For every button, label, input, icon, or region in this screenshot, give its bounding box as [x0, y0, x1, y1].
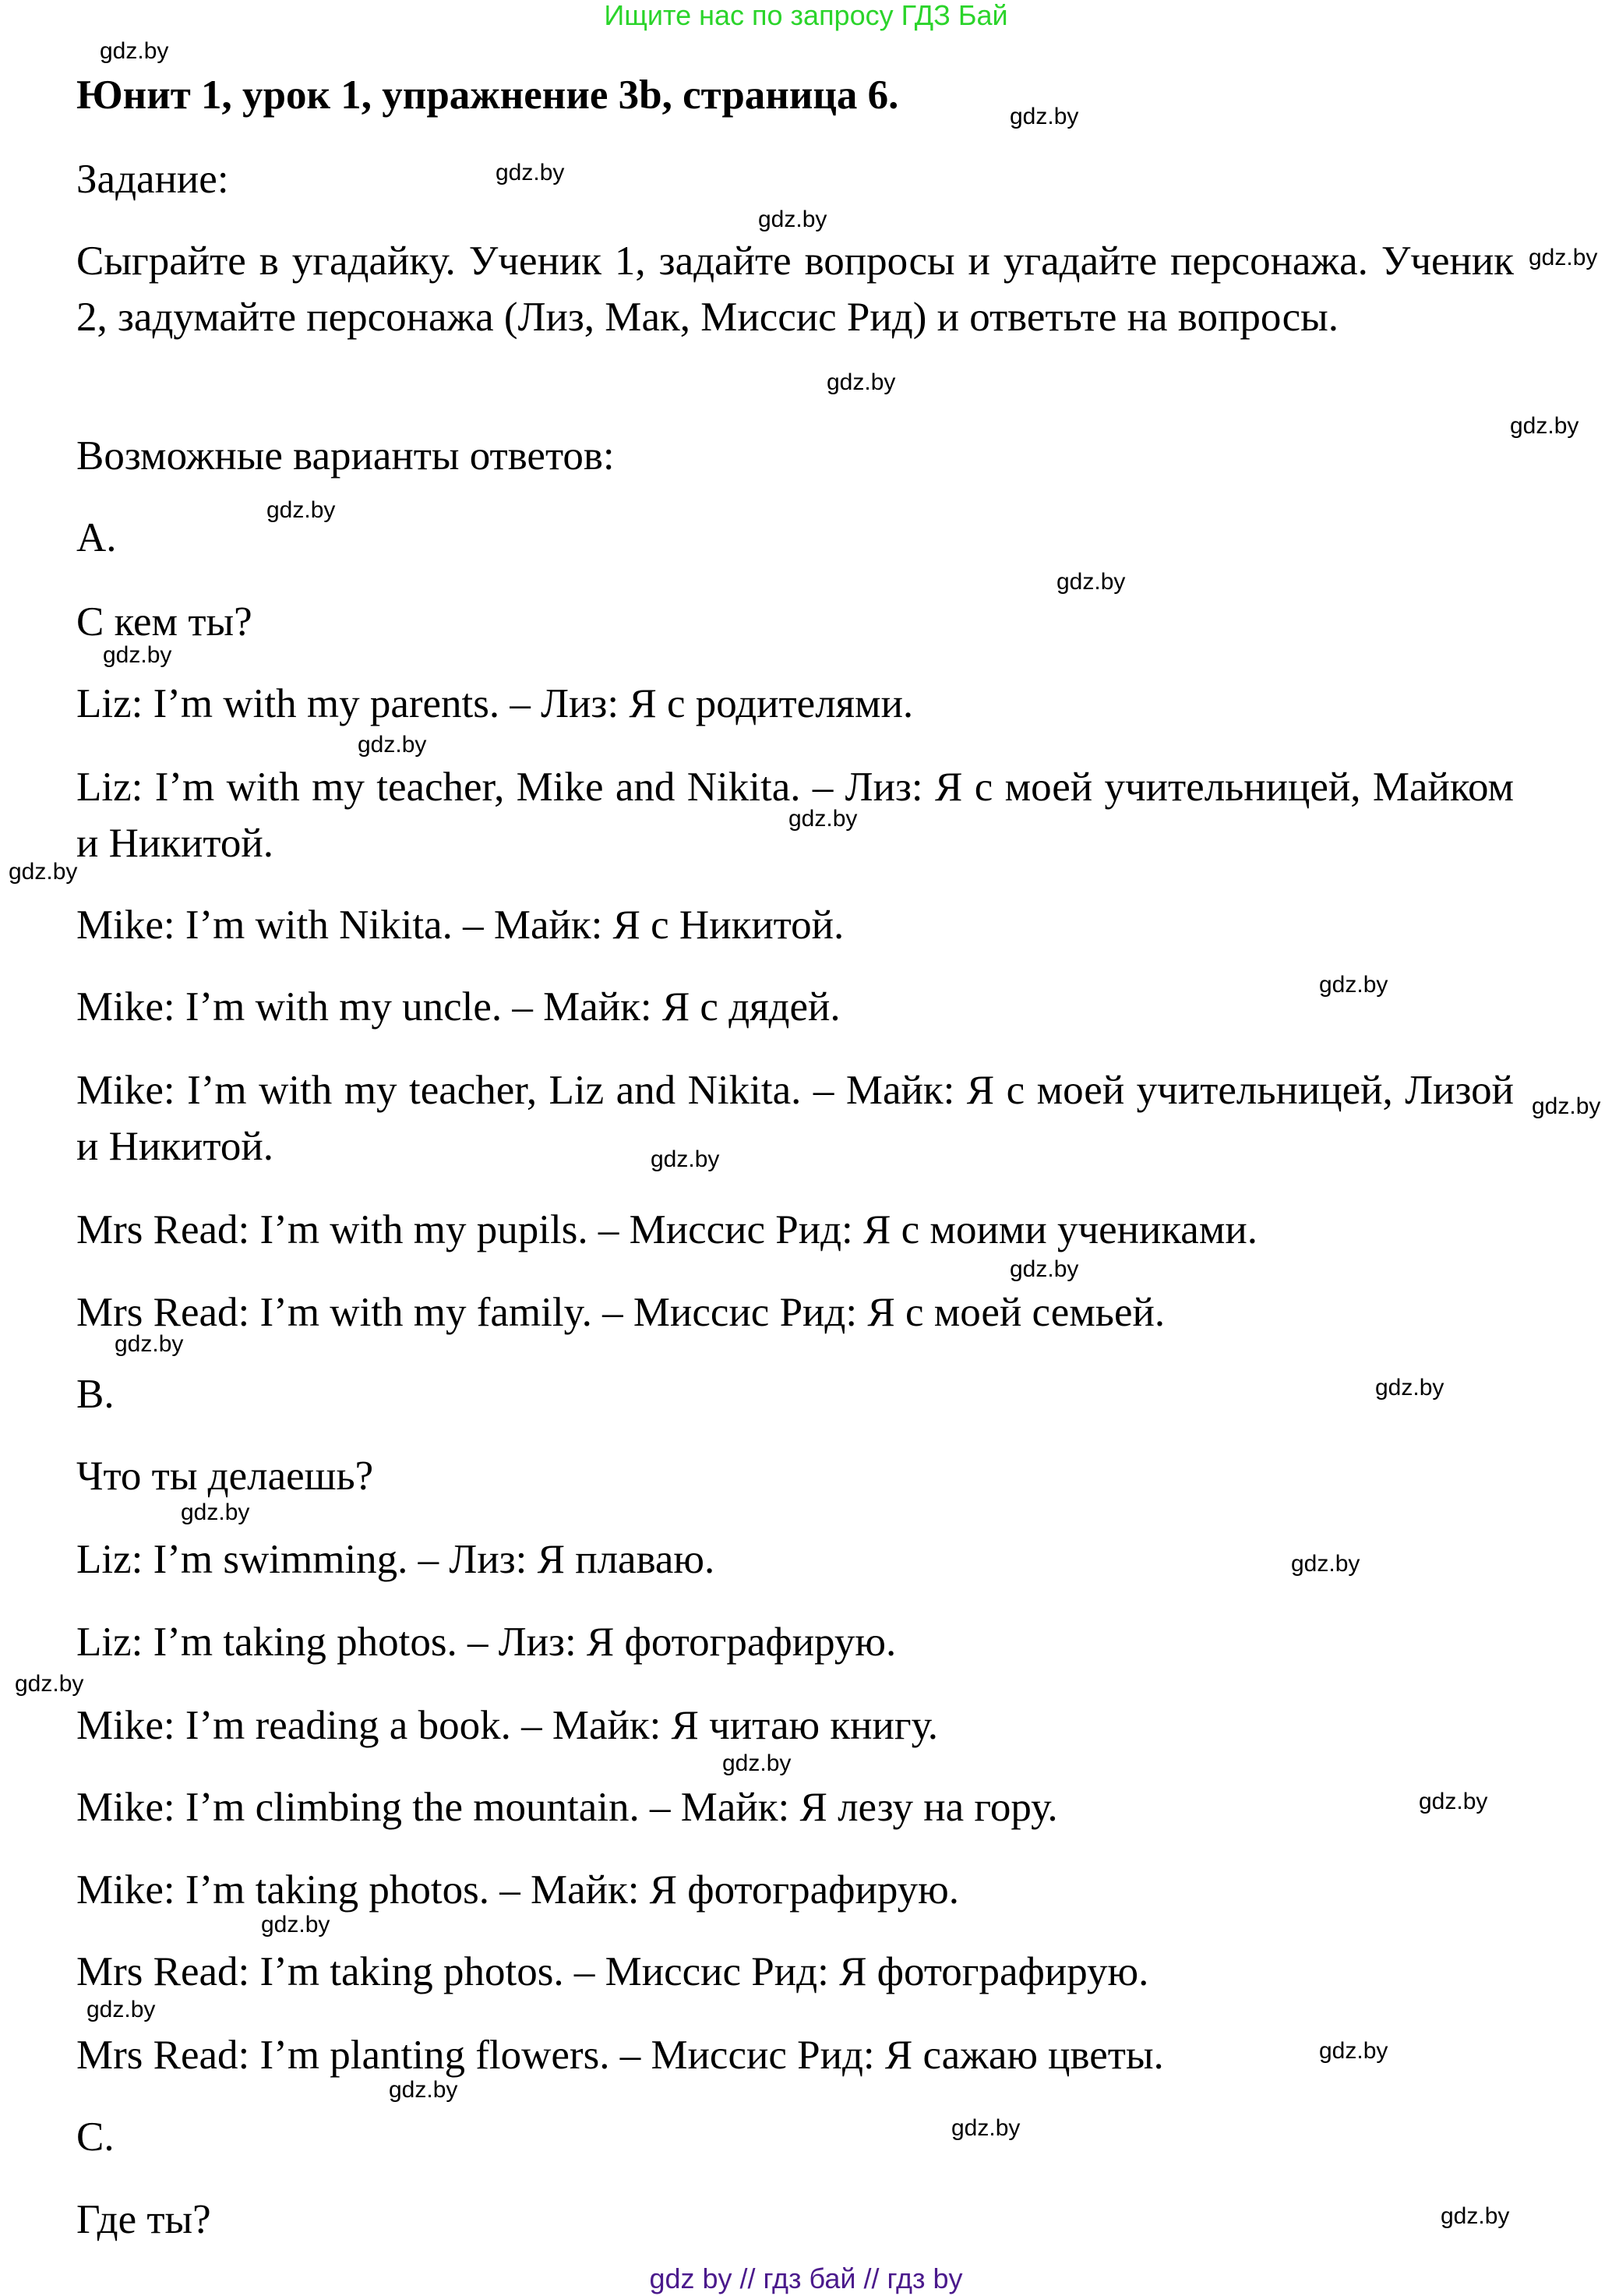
- watermark: gdz.by: [266, 497, 336, 523]
- answer-line: Mrs Read: I’m planting flowers. – Миссис Рид: Я сажаю цветы.: [76, 2033, 1164, 2078]
- watermark: gdz.by: [1010, 104, 1079, 129]
- watermark: gdz.by: [722, 1750, 792, 1776]
- answer-line: Mike: I’m with Nikita. – Майк: Я с Никитой.: [76, 903, 845, 948]
- answer-line: Mike: I’m climbing the mountain. – Майк: Я лезу на гору.: [76, 1785, 1058, 1830]
- watermark: gdz.by: [181, 1499, 250, 1525]
- section-letter-a: A.: [76, 515, 117, 560]
- watermark: gdz.by: [758, 207, 827, 232]
- watermark: gdz.by: [115, 1331, 184, 1357]
- watermark: gdz.by: [788, 806, 858, 832]
- section-letter-b: B.: [76, 1372, 115, 1417]
- watermark: gdz.by: [1056, 569, 1126, 595]
- watermark: gdz.by: [9, 859, 78, 885]
- watermark: gdz.by: [1010, 1256, 1079, 1282]
- page-title: Юнит 1, урок 1, упражнение 3b, страница 6.: [76, 72, 899, 118]
- answer-line: Mike: I’m with my teacher, Liz and Nikita. – Майк: Я с моей учительницей, Лизой и Никитой.: [76, 1068, 1514, 1169]
- search-banner[interactable]: Ищите нас по запросу ГДЗ Бай: [604, 0, 1008, 31]
- watermark: gdz.by: [827, 369, 896, 395]
- answer-line: Mike: I’m with my uncle. – Майк: Я с дядей.: [76, 984, 841, 1030]
- watermark: gdz.by: [389, 2077, 458, 2103]
- answer-line: Mike: I’m taking photos. – Майк: Я фотографирую.: [76, 1867, 960, 1913]
- watermark: gdz.by: [103, 642, 172, 668]
- watermark: gdz.by: [1510, 413, 1579, 439]
- watermark: gdz.by: [1291, 1551, 1360, 1577]
- watermark: gdz.by: [1375, 1375, 1444, 1401]
- task-text: Сыграйте в угадайку. Ученик 1, задайте вопросы и угадайте персонажа. Ученик 2, задумайте персонажа (Лиз, Мак, Миссис Рид) и ответьте на вопросы.: [76, 238, 1514, 340]
- watermark: gdz.by: [951, 2115, 1021, 2141]
- answer-line: Mrs Read: I’m taking photos. – Миссис Рид: Я фотографирую.: [76, 1949, 1149, 1994]
- answer-line: Liz: I’m swimming. – Лиз: Я плаваю.: [76, 1537, 715, 1582]
- watermark: gdz.by: [1419, 1789, 1488, 1814]
- answer-line: Liz: I’m with my teacher, Mike and Nikita. – Лиз: Я с моей учительницей, Майком и Никитой.: [76, 765, 1514, 866]
- section-question-b: Что ты делаешь?: [76, 1454, 374, 1499]
- watermark: gdz.by: [1319, 2038, 1388, 2064]
- watermark: gdz.by: [1532, 1093, 1601, 1119]
- section-letter-c: C.: [76, 2114, 115, 2160]
- watermark: gdz.by: [261, 1912, 330, 1937]
- task-label: Задание:: [76, 157, 229, 202]
- section-question-a: С кем ты?: [76, 599, 252, 645]
- answer-line: Liz: I’m taking photos. – Лиз: Я фотографирую.: [76, 1620, 897, 1665]
- watermark: gdz.by: [86, 1997, 156, 2022]
- watermark: gdz.by: [1529, 245, 1598, 270]
- answer-line: Mrs Read: I’m with my family. – Миссис Рид: Я с моей семьей.: [76, 1290, 1166, 1335]
- watermark: gdz.by: [1441, 2203, 1510, 2229]
- watermark: gdz.by: [1319, 972, 1388, 998]
- answer-line: Mrs Read: I’m with my pupils. – Миссис Рид: Я с моими учениками.: [76, 1207, 1258, 1252]
- watermark: gdz.by: [496, 160, 565, 185]
- answer-line: Mike: I’m reading a book. – Майк: Я читаю книгу.: [76, 1703, 939, 1748]
- watermark: gdz.by: [15, 1671, 84, 1697]
- watermark: gdz.by: [100, 38, 169, 64]
- watermark: gdz.by: [358, 732, 427, 758]
- answer-line: Liz: I’m with my parents. – Лиз: Я с родителями.: [76, 681, 914, 726]
- answers-label: Возможные варианты ответов:: [76, 433, 615, 479]
- section-question-c: Где ты?: [76, 2197, 211, 2242]
- footer-links[interactable]: gdz by // гдз бай // гдз by: [649, 2262, 963, 2294]
- watermark: gdz.by: [651, 1146, 720, 1172]
